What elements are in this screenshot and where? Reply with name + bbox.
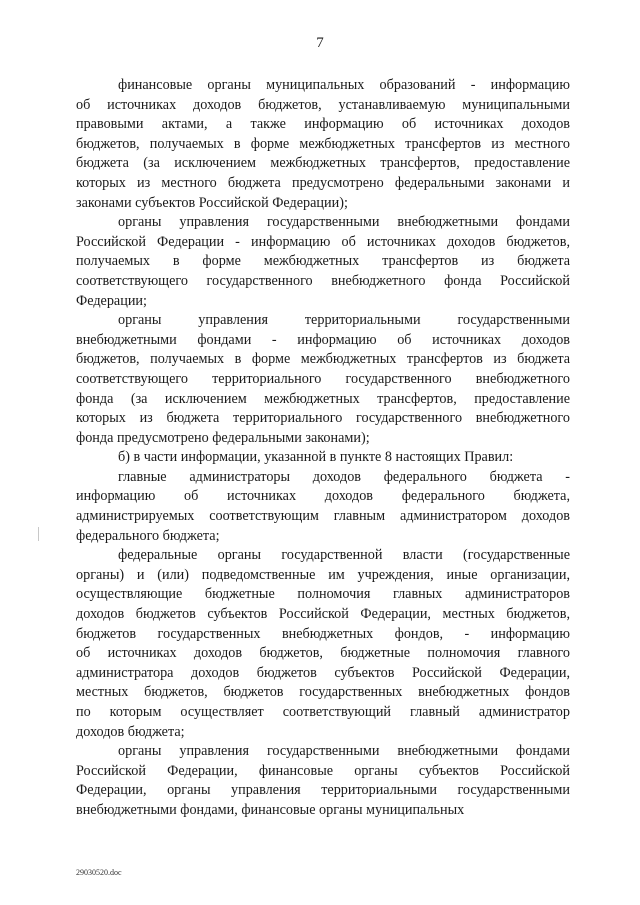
document-body — [76, 76, 570, 821]
text-line: местных бюджетов, бюджетов государственных внебюджетных фондов — [76, 684, 570, 701]
text-line: б) в части информации, указанной в пункте 8 настоящих Правил: — [118, 449, 514, 466]
text-line: внебюджетными фондами, финансовые органы муниципальных — [76, 801, 465, 818]
text-line: доходов бюджетов субъектов Российской Федерации, местных бюджетов, — [76, 606, 570, 623]
text-line: соответствующего государственного внебюджетного фонда Российской — [76, 272, 570, 289]
text-line: главные администраторы доходов федерального бюджета - — [118, 468, 570, 485]
paragraph — [76, 468, 570, 546]
text-line: бюджетов, получаемых в форме межбюджетных трансфертов из бюджета — [76, 351, 570, 368]
text-line: правовыми актами, а также информацию об источниках доходов — [76, 116, 570, 133]
text-line: которых из местного бюджета предусмотрено федеральными законами и — [76, 174, 570, 191]
text-line: органы управления государственными внебюджетными фондами — [118, 743, 570, 760]
text-line: финансовые органы муниципальных образований - информацию — [118, 77, 570, 93]
text-line: об источниках доходов бюджетов, устанавливаемую муниципальными — [76, 96, 570, 113]
text-line: Российской Федерации, финансовые органы субъектов Российской — [76, 762, 570, 779]
paragraph — [76, 311, 570, 448]
page-number: 7 — [316, 35, 324, 51]
text-line: бюджетов государственных внебюджетных фондов, - информацию — [76, 625, 570, 642]
text-line: бюджета (за исключением межбюджетных трансфертов, предоставление — [76, 155, 570, 172]
paragraph — [76, 448, 570, 468]
text-line: Федерации, органы управления территориальными государственными — [76, 782, 570, 799]
text-line: федеральные органы государственной власти (государственные — [118, 547, 570, 564]
text-line: администрируемых соответствующим главным администратором доходов — [76, 508, 570, 525]
margin-mark — [38, 527, 39, 541]
text-line: органы управления территориальными государственными — [118, 312, 570, 329]
text-line: бюджетов, получаемых в форме межбюджетных трансфертов из местного — [76, 135, 570, 152]
text-line: Российской Федерации - информацию об источниках доходов бюджетов, — [76, 233, 570, 250]
text-line: фонда (за исключением межбюджетных трансфертов, предоставление — [76, 390, 570, 407]
text-line: которых из бюджета территориального государственного внебюджетного — [76, 410, 570, 427]
text-line: фонда предусмотрено федеральными законами); — [76, 429, 370, 446]
text-line: администратора доходов бюджетов субъектов Российской Федерации, — [76, 664, 570, 681]
text-line: внебюджетными фондами - информацию об источниках доходов — [76, 331, 570, 348]
text-line: по которым осуществляет соответствующий главный администратор — [76, 704, 570, 720]
text-line: об источниках доходов бюджетов, бюджетные полномочия главного — [76, 645, 570, 662]
text-line: соответствующего территориального государственного внебюджетного — [76, 370, 570, 387]
footer-file-code: 29030520.doc — [76, 868, 122, 877]
text-line: получаемых в форме межбюджетных трансфертов из бюджета — [76, 253, 570, 270]
paragraph — [76, 546, 570, 742]
text-line: осуществляющие бюджетные полномочия главных администраторов — [76, 586, 570, 603]
text-line: законами субъектов Российской Федерации); — [76, 194, 348, 211]
paragraph — [76, 213, 570, 311]
paragraph — [76, 742, 570, 820]
paragraph — [76, 76, 570, 213]
text-line: информацию об источниках доходов федерального бюджета, — [76, 488, 570, 505]
text-line: доходов бюджета; — [76, 723, 185, 740]
text-line: органы) и (или) подведомственные им учреждения, иные организации, — [76, 566, 570, 583]
text-line: Федерации; — [76, 292, 147, 309]
text-line: федерального бюджета; — [76, 527, 220, 544]
text-line: органы управления государственными внебюджетными фондами — [118, 214, 570, 231]
